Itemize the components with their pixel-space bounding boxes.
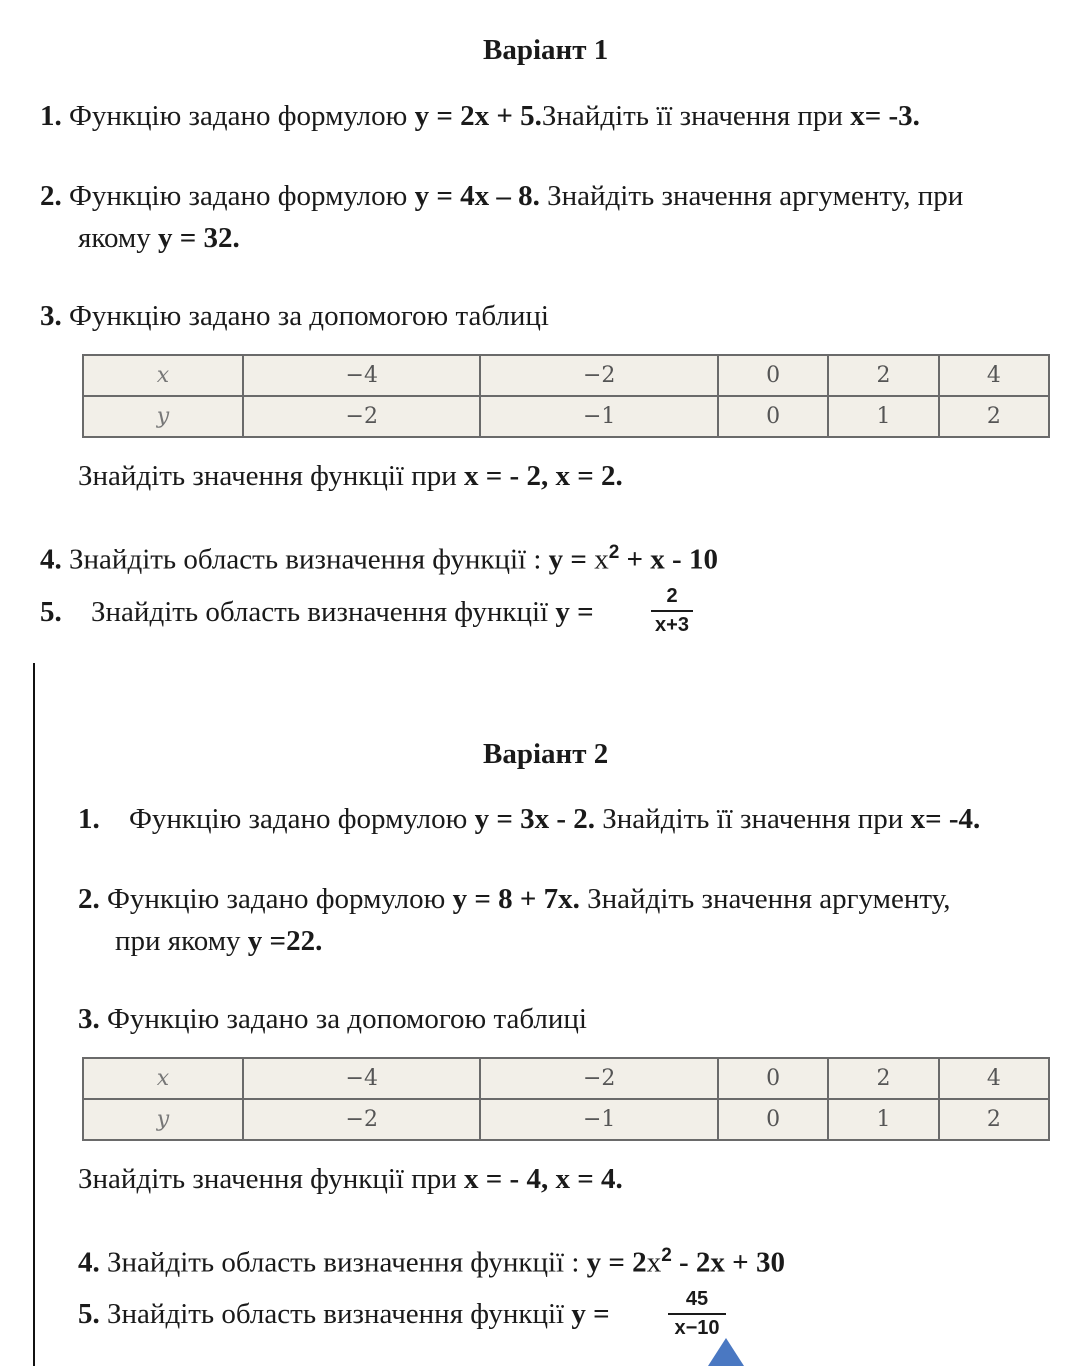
v1-task-1: 1. Функцію задано формулою y = 2x + 5.Знайдіть її значення при x= -3. [40, 100, 920, 132]
table-cell: 2 [939, 1099, 1049, 1140]
v2-task-1: 1. Функцію задано формулою y = 3x - 2. Знайдіть її значення при x= -4. [78, 803, 981, 835]
v1-task-5: 5. Знайдіть область визначення функції y = [40, 596, 594, 628]
table-cell: 0 [718, 1058, 828, 1099]
v2-task-2: 2. Функцію задано формулою y = 8 + 7x. Знайдіть значення аргументу, [78, 883, 951, 915]
v2-task-4: 4. Знайдіть область визначення функції : $y = 2x^2 - 2x + 30$ [78, 1245, 785, 1279]
table-cell: 0 [718, 396, 828, 437]
table-cell: 4 [939, 1058, 1049, 1099]
table-cell: 2 [828, 355, 938, 396]
v2-task-3-question: Знайдіть значення функції при x = - 4, x = 4. [78, 1163, 623, 1195]
table-row [83, 396, 1049, 437]
v2-task-5: 5. Знайдіть область визначення функції y = [78, 1298, 610, 1330]
table-cell: −2 [480, 355, 717, 396]
v1-task-3: 3. Функцію задано за допомогою таблиці [40, 300, 549, 332]
numerator: 2 [666, 585, 678, 607]
variant2-title: Варіант 2 [483, 738, 609, 770]
variant1-title: Варіант 1 [483, 34, 609, 66]
table-cell: y [83, 396, 243, 437]
v1-task-4: 4. Знайдіть область визначення функції : $y = x^2 + x - 10$ [40, 542, 718, 576]
table-cell: 1 [828, 396, 938, 437]
table-cell: −2 [480, 1058, 717, 1099]
table-row [83, 1099, 1049, 1140]
numerator: 45 [685, 1288, 709, 1310]
table-cell: 1 [828, 1099, 938, 1140]
denominator: x+3 [655, 614, 689, 636]
v2-fraction [668, 1288, 726, 1340]
v1-fraction [651, 585, 693, 637]
table-row [83, 355, 1049, 396]
v2-task-2-cont: при якому y =22. [115, 925, 323, 957]
table-cell: x [83, 355, 243, 396]
v2-function-table [82, 1057, 1050, 1141]
fraction-bar [668, 1313, 726, 1315]
table-cell: −1 [480, 396, 717, 437]
table-cell: −2 [243, 396, 480, 437]
v1-task-2: 2. Функцію задано формулою y = 4x – 8. Знайдіть значення аргументу, при [40, 180, 964, 212]
fraction-bar [651, 610, 693, 612]
table-cell: 0 [718, 1099, 828, 1140]
table-cell: −1 [480, 1099, 717, 1140]
v1-function-table [82, 354, 1050, 438]
denominator: x−10 [674, 1317, 720, 1339]
v1-task-3-question: Знайдіть значення функції при x = - 2, x = 2. [78, 460, 623, 492]
table-cell: −4 [243, 1058, 480, 1099]
blue-triangle-marker-icon [708, 1338, 744, 1366]
left-border-line [33, 663, 35, 1366]
table-cell: 2 [939, 396, 1049, 437]
table-cell: 4 [939, 355, 1049, 396]
table-cell: 0 [718, 355, 828, 396]
table-cell: −2 [243, 1099, 480, 1140]
v2-task-3: 3. Функцію задано за допомогою таблиці [78, 1003, 587, 1035]
table-cell: x [83, 1058, 243, 1099]
v1-task-2-cont: якому y = 32. [78, 222, 240, 254]
table-cell: −4 [243, 355, 480, 396]
table-cell: y [83, 1099, 243, 1140]
table-cell: 2 [828, 1058, 938, 1099]
table-row [83, 1058, 1049, 1099]
